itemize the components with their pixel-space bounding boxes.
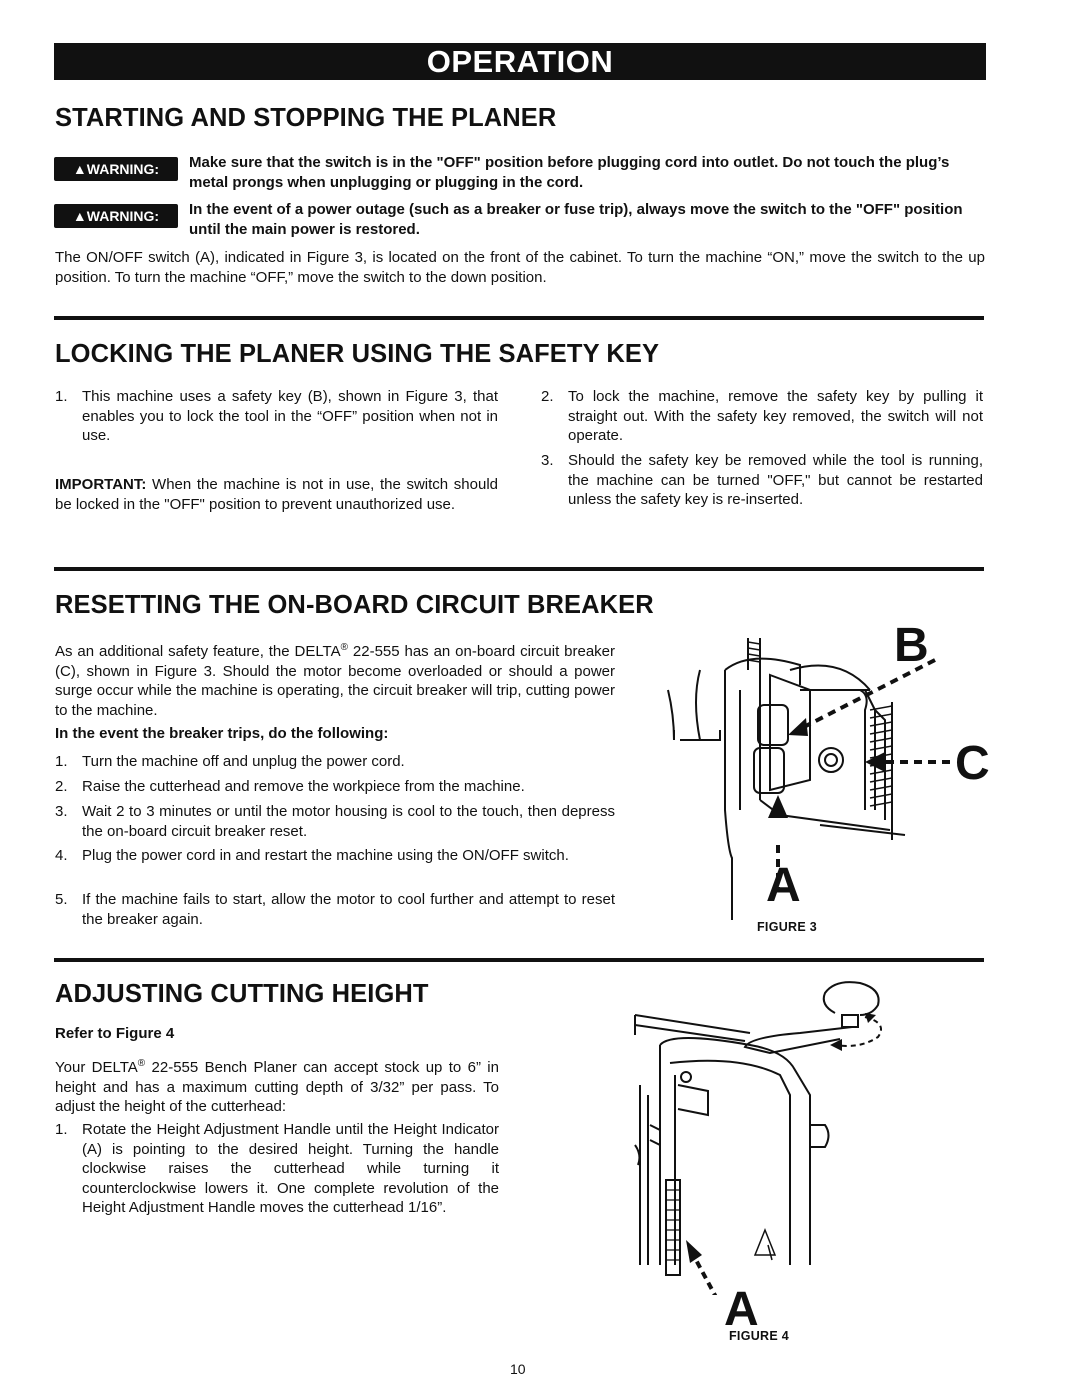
- intro-text: Your DELTA: [55, 1059, 138, 1076]
- intro-text: 22-555 Bench Planer can accept stock up to 6” in height and has a maximum cutting depth of 3/32” per pass. To adjust the height of the cutterhead:: [55, 1059, 499, 1116]
- switch-description: The ON/OFF switch (A), indicated in Figure 3, is located on the front of the cabinet. To turn the machine “ON,” move the switch to the up position. To turn the machine “OFF,” move the switch to the down position.: [55, 249, 985, 286]
- section-divider: [54, 567, 984, 571]
- list-item: [55, 846, 615, 866]
- registered-mark: ®: [340, 642, 348, 653]
- warning-badge-2: [54, 204, 178, 228]
- callout-label-b: B: [894, 619, 929, 672]
- breaker-subhead: In the event the breaker trips, do the following:: [55, 725, 389, 742]
- section-banner: OPERATION: [54, 43, 986, 80]
- warning-badge-label: WARNING:: [86, 208, 160, 224]
- list-text: Should the safety key be removed while the tool is running, the machine can be turned "OFF," but cannot be restarted unless the safety key is re-inserted.: [568, 452, 983, 509]
- heading-cutting-height: ADJUSTING CUTTING HEIGHT: [55, 980, 429, 1008]
- list-text: Plug the power cord in and restart the machine using the ON/OFF switch.: [82, 847, 569, 864]
- important-note: [55, 475, 498, 514]
- list-item: [55, 890, 615, 929]
- list-item: [541, 451, 983, 510]
- breaker-intro: [55, 638, 615, 720]
- list-number: 3.: [55, 803, 68, 820]
- list-text: If the machine fails to start, allow the motor to cool further and attempt to reset the breaker again.: [82, 891, 615, 928]
- list-number: 2.: [541, 388, 554, 405]
- callout-label-c: C: [955, 737, 990, 790]
- warning-text-2: In the event of a power outage (such as a breaker or fuse trip), always move the switch to the "OFF" position until the main power is restored.: [189, 201, 963, 238]
- warning-text-1: Make sure that the switch is in the "OFF" position before plugging cord into outlet. Do not touch the plug’s metal prongs when unplugging or plugging in the cord.: [189, 154, 950, 191]
- list-number: 3.: [541, 452, 554, 469]
- heading-safety-key: LOCKING THE PLANER USING THE SAFETY KEY: [55, 340, 660, 368]
- heading-starting-stopping: STARTING AND STOPPING THE PLANER: [55, 104, 557, 132]
- list-item: [55, 802, 615, 841]
- section-divider: [54, 958, 984, 962]
- cutting-height-intro: [55, 1054, 499, 1117]
- list-number: 5.: [55, 891, 68, 908]
- registered-mark: ®: [137, 1058, 146, 1069]
- list-text: Raise the cutterhead and remove the workpiece from the machine.: [82, 778, 525, 795]
- warning-triangle-icon: ▲: [72, 161, 87, 177]
- list-number: 2.: [55, 778, 68, 795]
- heading-circuit-breaker: RESETTING THE ON-BOARD CIRCUIT BREAKER: [55, 591, 654, 619]
- figure-3-illustration: [660, 630, 980, 920]
- warning-badge-1: [54, 157, 178, 181]
- refer-to-figure: Refer to Figure 4: [55, 1025, 175, 1042]
- list-item: [55, 387, 498, 446]
- list-text: Turn the machine off and unplug the power cord.: [82, 753, 405, 770]
- important-label: IMPORTANT:: [55, 476, 147, 493]
- list-number: 4.: [55, 847, 68, 864]
- figure-4-caption: FIGURE 4: [729, 1329, 790, 1343]
- warning-triangle-icon: ▲: [72, 208, 87, 224]
- important-text: When the machine is not in use, the switch should be locked in the "OFF" position to prevent unauthorized use.: [55, 476, 498, 513]
- list-number: 1.: [55, 1121, 68, 1138]
- list-text: Wait 2 to 3 minutes or until the motor housing is cool to the touch, then depress the on-board circuit breaker reset.: [82, 803, 615, 840]
- intro-text: As an additional safety feature, the DELTA: [55, 643, 341, 660]
- list-text: Rotate the Height Adjustment Handle until the Height Indicator (A) is pointing to the desired height. Turning the handle clockwise raises the cutterhead while turning it counterclockwise lowers it. One complete revolution of the Height Adjustment Handle moves the cutterhead 1/16”.: [82, 1121, 499, 1217]
- figure-3-caption: FIGURE 3: [757, 920, 818, 934]
- list-text: To lock the machine, remove the safety key by pulling it straight out. With the safety key removed, the switch will not operate.: [568, 388, 983, 445]
- figure-4-illustration: [620, 975, 900, 1295]
- list-item: [55, 1120, 499, 1218]
- list-item: [55, 752, 615, 772]
- page-number: 10: [510, 1361, 526, 1377]
- list-text: This machine uses a safety key (B), shown in Figure 3, that enables you to lock the tool in the “OFF” position when not in use.: [82, 388, 498, 445]
- list-number: 1.: [55, 388, 68, 405]
- section-divider: [54, 316, 984, 320]
- list-item: [541, 387, 983, 446]
- list-number: 1.: [55, 753, 68, 770]
- warning-badge-label: WARNING:: [86, 161, 160, 177]
- intro-text: 22-555 has an on-board circuit breaker (C), shown in Figure 3. Should the motor become overloaded or should a power surge occur while the machine is operating, the circuit breaker will trip, cutting power to the machine.: [55, 643, 615, 719]
- callout-label-a: A: [724, 1283, 759, 1336]
- callout-label-a: A: [766, 859, 801, 912]
- list-item: [55, 777, 615, 797]
